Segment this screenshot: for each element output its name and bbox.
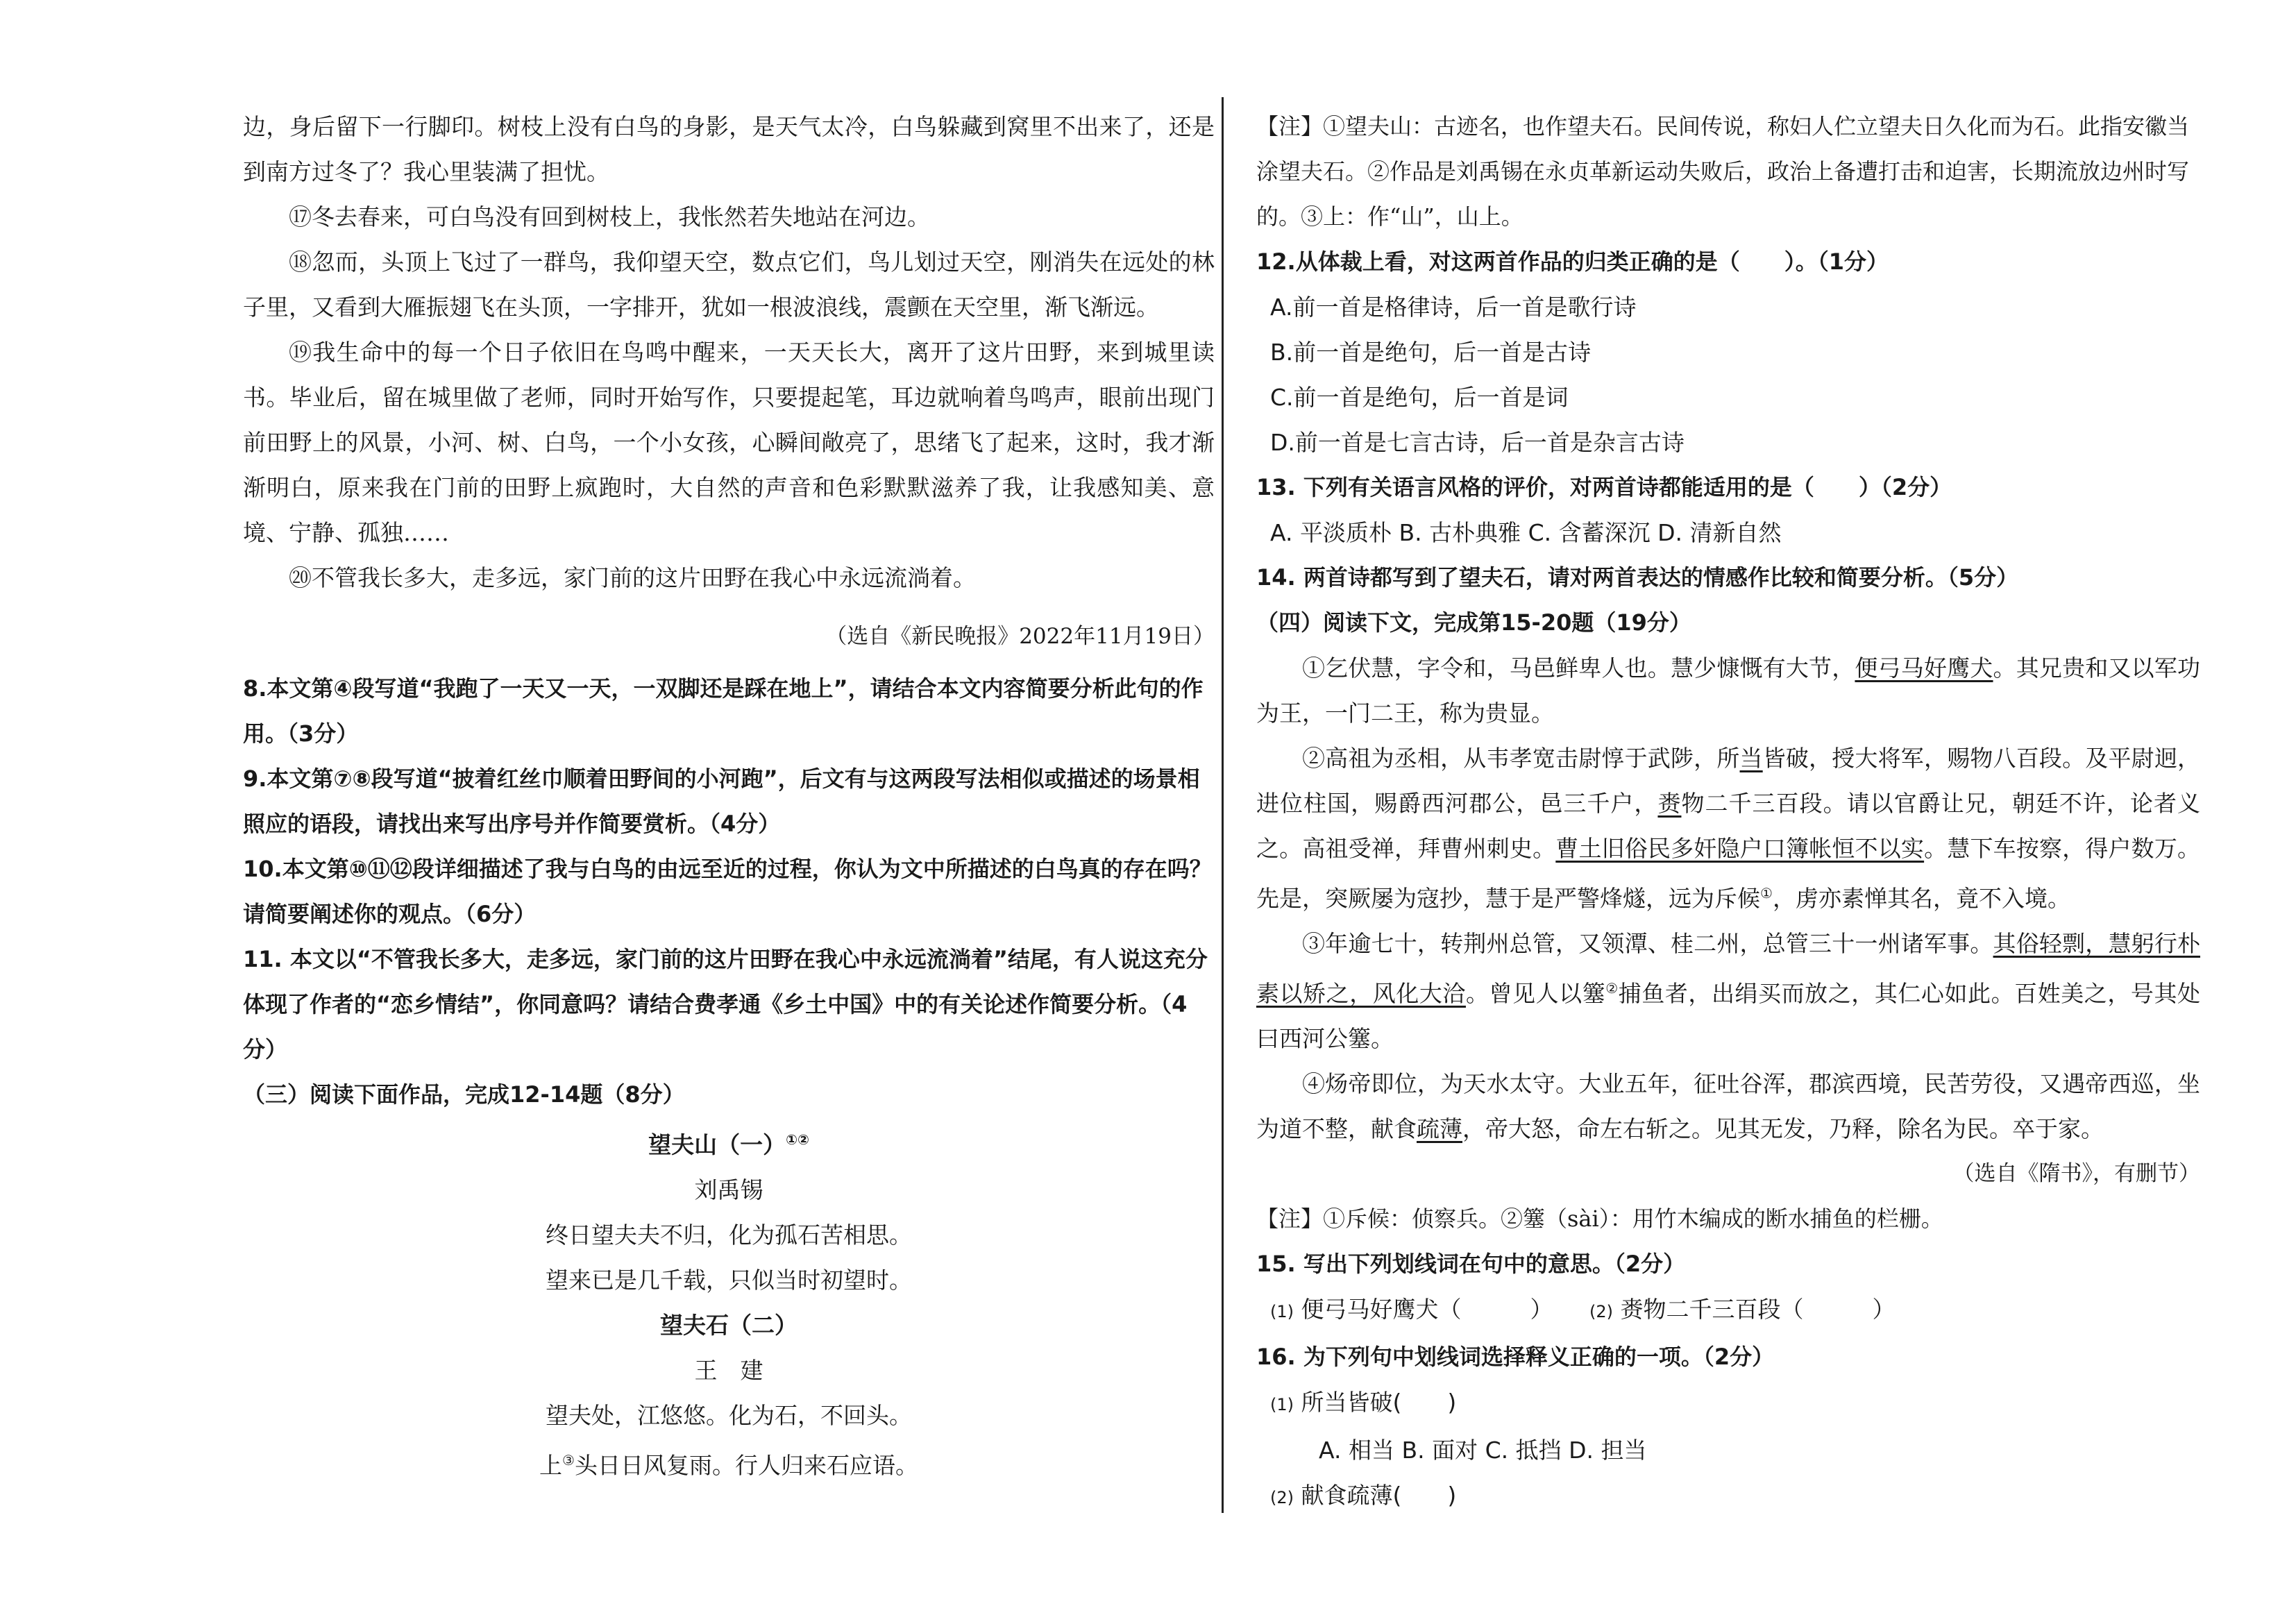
question-16: 16. 为下列句中划线词选择释义正确的一项。（2分） bbox=[1256, 1344, 1775, 1370]
underlined-word-shubo: 疏薄 bbox=[1417, 1115, 1462, 1142]
question-10: 10.本文第⑩⑪⑫段详细描述了我与白鸟的由远至近的过程，你认为文中所描述的白鸟真的存在吗？请简要阐述你的观点。（6分） bbox=[243, 856, 1212, 927]
poem-1-line-1: 终日望夫夫不归，化为孤石苦相思。 bbox=[546, 1221, 912, 1249]
section-4-heading: （四）阅读下文，完成第15-20题（19分） bbox=[1256, 609, 1691, 636]
q16-item-2: (2) 献食疏薄( ) bbox=[1270, 1482, 1457, 1509]
underlined-phrase-1: 便弓马好鹰犬 bbox=[1855, 654, 1993, 682]
question-13: 13. 下列有关语言风格的评价，对两首诗都能适用的是（ ）（2分） bbox=[1256, 474, 1952, 500]
poem-notes: 【注】①望夫山：古迹名，也作望夫石。民间传说，称妇人伫立望夫日久化而为石。此指安徽当涂望夫石。②作品是刘禹锡在永贞革新运动失败后，政治上备遭打击和迫害，长期流放边州时写的。③上：作“山”，山上。 bbox=[1256, 113, 2190, 230]
para-17: ⑰冬去春来，可白鸟没有回到树枝上，我怅然若失地站在河边。 bbox=[289, 203, 930, 230]
underlined-word-dang: 当 bbox=[1739, 745, 1763, 772]
left-column bbox=[243, 104, 1215, 1488]
underlined-sentence-su: 其俗轻剽，慧躬行朴素以矫之，风化大洽 bbox=[1256, 930, 2201, 1007]
poem-2-author: 王 建 bbox=[694, 1357, 763, 1384]
q16-item-1: (1) 所当皆破( ) bbox=[1270, 1389, 1457, 1416]
para-18: ⑱忽而，头顶上飞过了一群鸟，我仰望天空，数点它们，鸟儿划过天空，刚消失在远处的林子里，又看到大雁振翅飞在头顶，一字排开，犹如一根波浪线，震颤在天空里，渐飞渐远。 bbox=[243, 248, 1215, 321]
question-14: 14. 两首诗都写到了望夫石，请对两首表达的情感作比较和简要分析。（5分） bbox=[1256, 564, 2019, 591]
poem-2-line-2: 上③头日日风复雨。行人归来石应语。 bbox=[539, 1452, 918, 1479]
q15-items: (1) 便弓马好鹰犬（ ） (2) 赉物二千三百段（ ） bbox=[1270, 1296, 1896, 1323]
question-15: 15. 写出下列划线词在句中的意思。（2分） bbox=[1256, 1251, 1686, 1277]
poem-1-author: 刘禹锡 bbox=[694, 1176, 763, 1203]
source-citation-2: （选自《隋书》，有删节） bbox=[1952, 1161, 2200, 1186]
column-divider bbox=[1222, 97, 1224, 1513]
q12-option-d: D.前一首是七言古诗，后一首是杂言古诗 bbox=[1270, 429, 1685, 456]
q12-option-a: A.前一首是格律诗，后一首是歌行诗 bbox=[1270, 294, 1637, 321]
classical-para-3: ③年逾七十，转荆州总管，又领潭、桂二州，总管三十一州诸军事。其俗轻剽，慧躬行朴素以矫之，风化大洽。曾见人以簺②捕鱼者，出绢买而放之，其仁心如此。百姓美之，号其处曰西河公簺。 bbox=[1256, 930, 2201, 1052]
question-9: 9.本文第⑦⑧段写道“披着红丝巾顺着田野间的小河跑”，后文有与这两段写法相似或描述的场景相照应的语段，请找出来写出序号并作简要赏析。（4分） bbox=[243, 766, 1200, 837]
poem-2-title: 望夫石（二） bbox=[660, 1312, 797, 1339]
section-3-heading: （三）阅读下面作品，完成12-14题（8分） bbox=[243, 1081, 685, 1108]
right-column bbox=[1256, 104, 2200, 1521]
question-8: 8.本文第④段写道“我跑了一天又一天，一双脚还是踩在地上”，请结合本文内容简要分析此句的作用。（3分） bbox=[243, 675, 1204, 747]
classical-notes: 【注】①斥候：侦察兵。②簺（sài）：用竹木编成的断水捕鱼的栏栅。 bbox=[1256, 1206, 1943, 1232]
poem-1-title: 望夫山（一）①② bbox=[648, 1131, 809, 1158]
question-12: 12.从体裁上看，对这两首作品的归类正确的是（ ）。（1分） bbox=[1256, 248, 1889, 275]
q16-item-1-options: A. 相当 B. 面对 C. 抵挡 D. 担当 bbox=[1319, 1437, 1647, 1464]
para-19: ⑲我生命中的每一个日子依旧在鸟鸣中醒来，一天天长大，离开了这片田野，来到城里读书。毕业后，留在城里做了老师，同时开始写作，只要提起笔，耳边就响着鸟鸣声，眼前出现门前田野上的风景，小河、树、白鸟，一个小女孩，心瞬间敞亮了，思绪飞了起来，这时，我才渐渐明白，原来我在门前的田野上疯跑时，大自然的声音和色彩默默滋养了我，让我感知美、意境、宁静、孤独…… bbox=[243, 339, 1215, 546]
classical-para-2: ②高祖为丞相，从韦孝宽击尉惇于武陟，所当皆破，授大将军，赐物八百段。及平尉迥，进位柱国，赐爵西河郡公，邑三千户，赉物二千三百段。请以官爵让兄，朝廷不许，论者义之。高祖受禅，拜曹州刺史。曹土旧俗民多奸隐户口簿帐恒不以实。慧下车按察，得户数万。先是，突厥屡为寇抄，慧于是严警烽燧，远为斥候①，虏亦素惮其名，竟不入境。 bbox=[1256, 745, 2201, 912]
classical-para-1: ①乞伏慧，字令和，马邑鲜卑人也。慧少慷慨有大节，便弓马好鹰犬。其兄贵和又以军功为王，一门二王，称为贵显。 bbox=[1256, 654, 2201, 727]
q13-options: A. 平淡质朴 B. 古朴典雅 C. 含蓄深沉 D. 清新自然 bbox=[1270, 519, 1782, 546]
para-20: ⑳不管我长多大，走多远，家门前的这片田野在我心中永远流淌着。 bbox=[289, 564, 976, 591]
poem-1-line-2: 望来已是几千载，只似当时初望时。 bbox=[546, 1267, 912, 1294]
classical-para-4: ④炀帝即位，为天水太守。大业五年，征吐谷浑，郡滨西境，民苦劳役，又遇帝西巡，坐为道不整，献食疏薄，帝大怒，命左右斩之。见其无发，乃释，除名为民。卒于家。 bbox=[1256, 1070, 2200, 1142]
underlined-word-lai: 赉 bbox=[1657, 790, 1682, 817]
para-16-continued: 边，身后留下一行脚印。树枝上没有白鸟的身影，是天气太冷，白鸟躲藏到窝里不出来了，还是到南方过冬了？我心里装满了担忧。 bbox=[243, 113, 1215, 185]
q12-option-b: B.前一首是绝句，后一首是古诗 bbox=[1270, 339, 1592, 366]
poem-2-line-1: 望夫处，江悠悠。化为石，不回头。 bbox=[546, 1402, 912, 1429]
source-citation: （选自《新民晚报》2022年11月19日） bbox=[825, 624, 1215, 649]
q12-option-c: C.前一首是绝句，后一首是词 bbox=[1270, 384, 1569, 411]
question-11: 11. 本文以“不管我长多大，走多远，家门前的这片田野在我心中永远流淌着”结尾，有人说这充分体现了作者的“恋乡情结”，你同意吗？请结合费孝通《乡土中国》中的有关论述作简要分析。（4分） bbox=[243, 946, 1208, 1063]
underlined-sentence-cao: 曹土旧俗民多奸隐户口簿帐恒不以实 bbox=[1555, 835, 1925, 862]
